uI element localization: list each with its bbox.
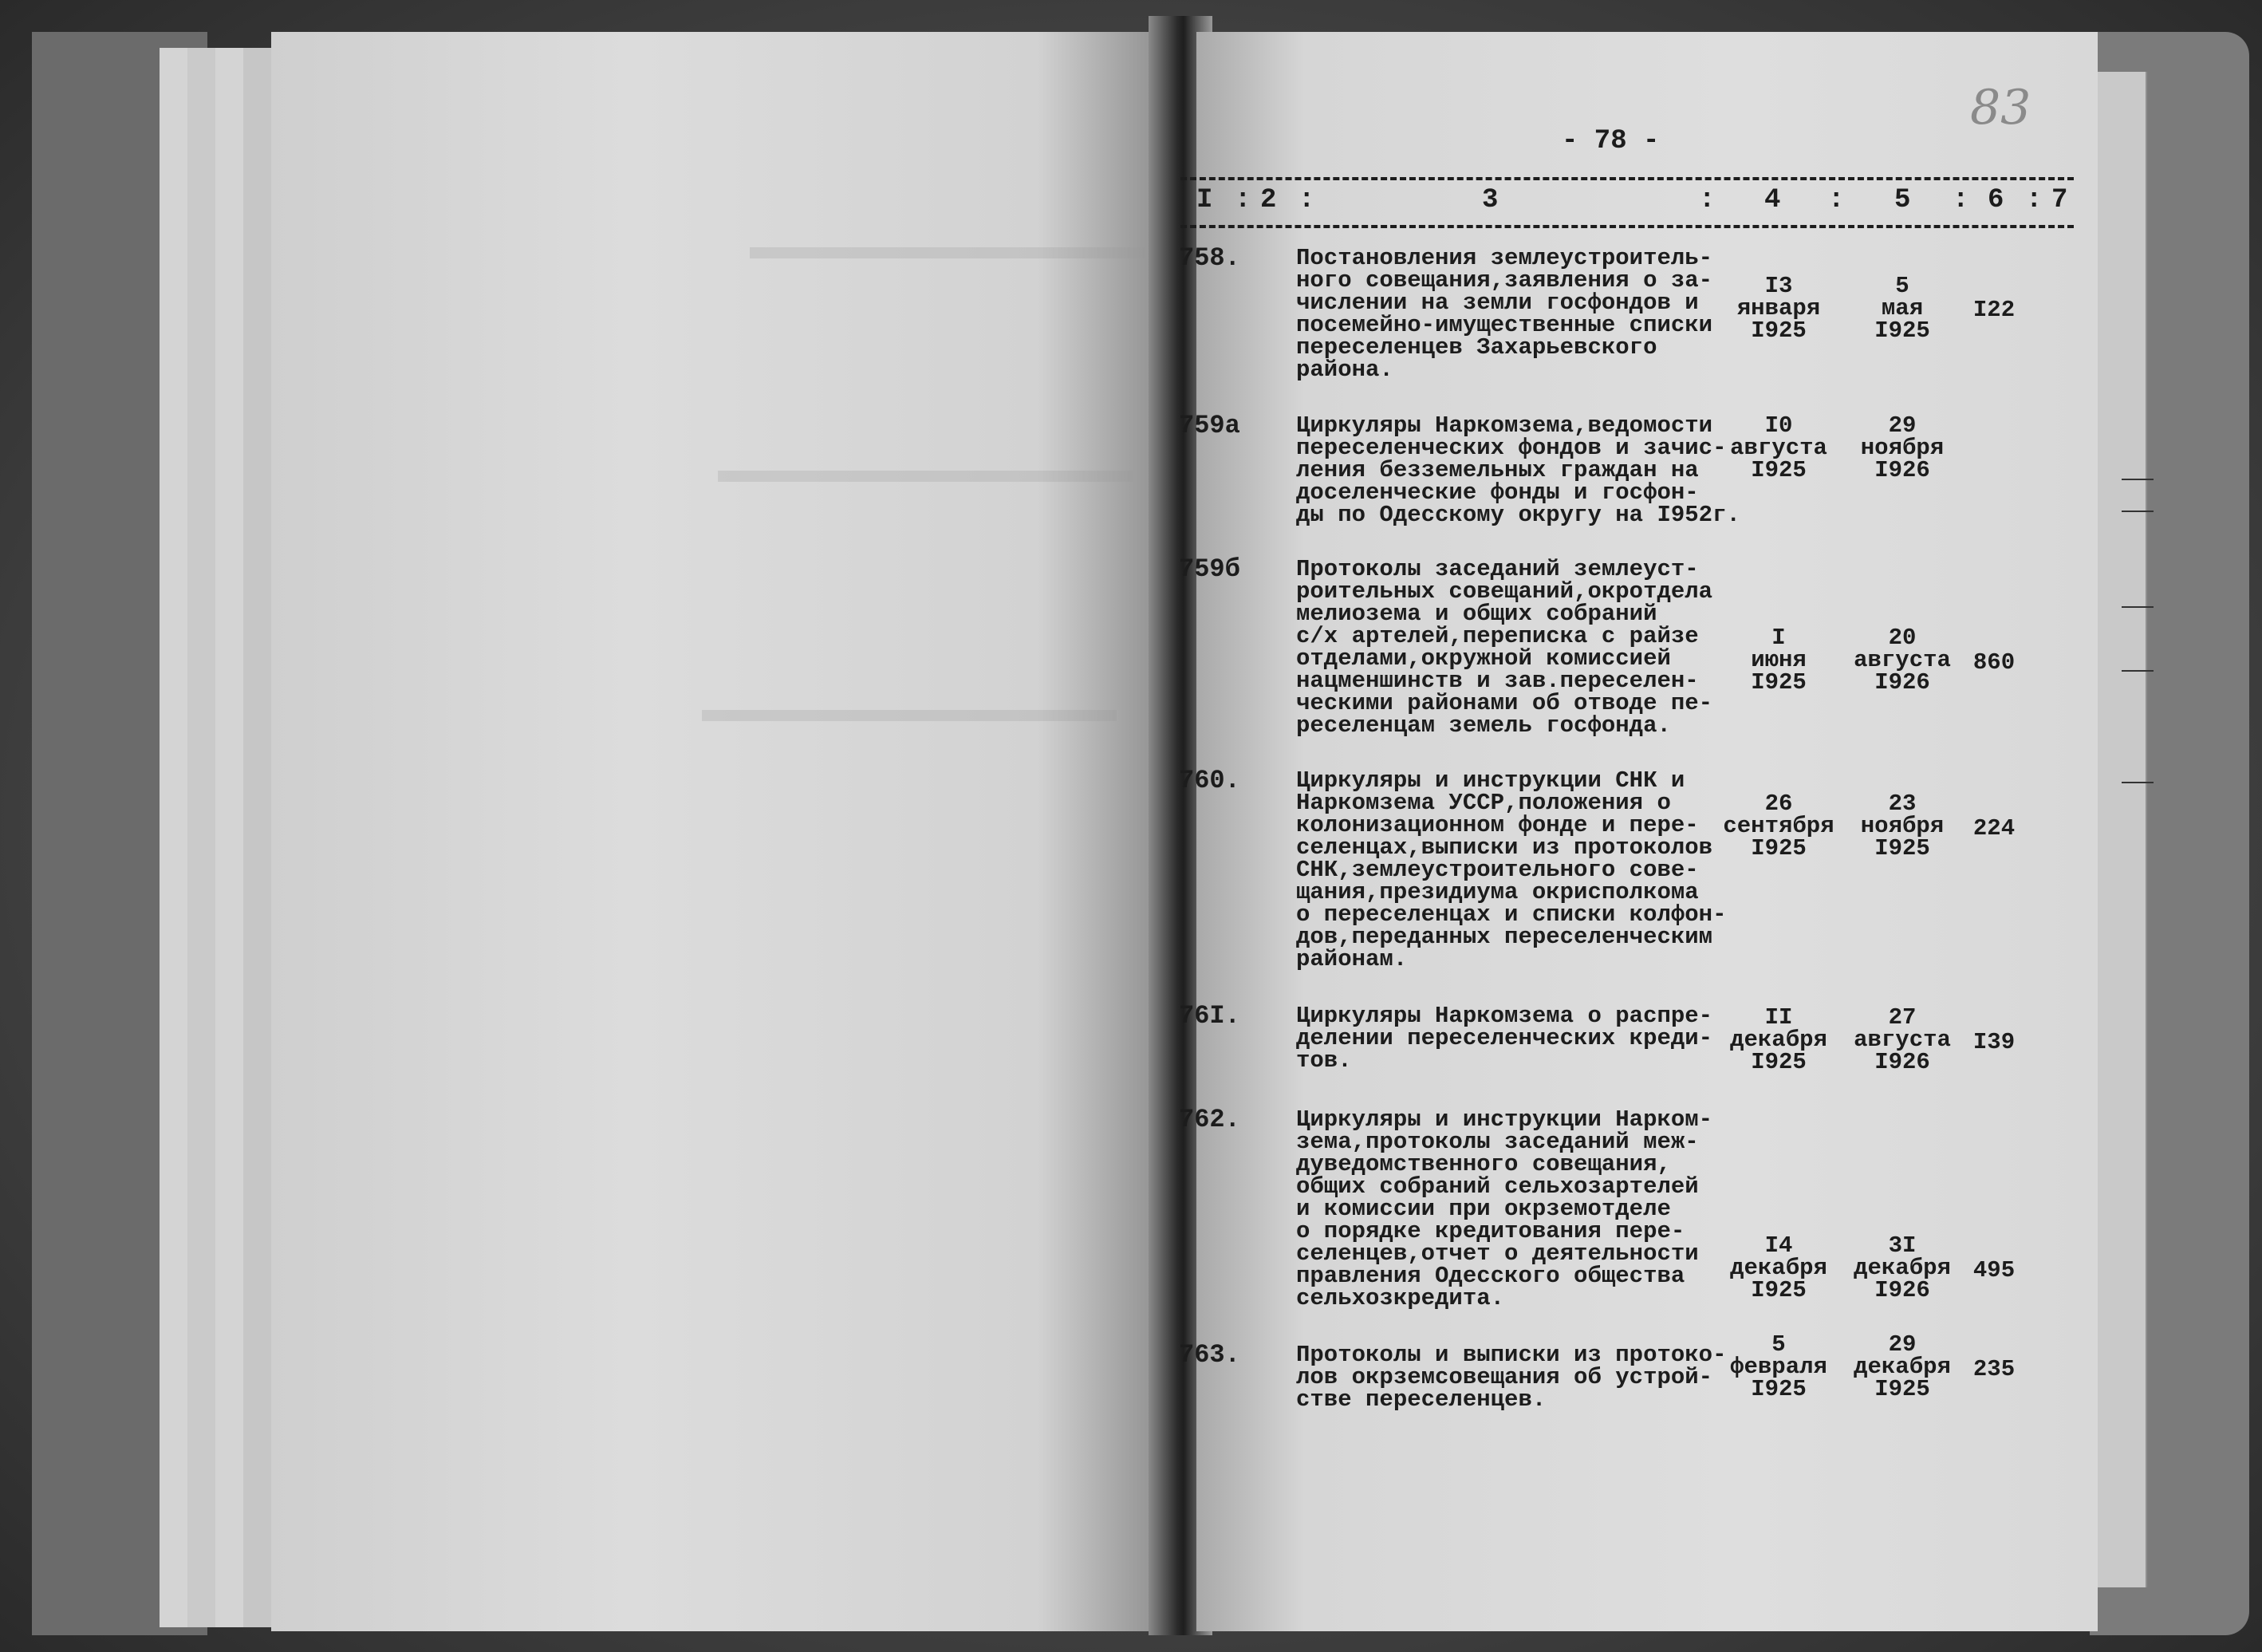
entry-end-date: 23 ноября I925 <box>1860 791 1945 861</box>
col-header-sep: : <box>1235 185 1251 215</box>
entry-description: Циркуляры и инструкции Нарком- зема,протоколы заседаний меж- дуведомственного совещания, общих собраний сельхозартелей и комиссии при окрземотделе о порядке кредитования пере- селенцев,отчет о деятельности правления Одесского общества сельхозкредита. <box>1296 1106 1713 1311</box>
header-rule-top <box>1180 177 2074 180</box>
entry-sheet-count: 495 <box>1972 1257 2016 1283</box>
entry-end-date: 29 декабря I925 <box>1854 1331 1951 1402</box>
header-rule-bottom <box>1180 225 2074 228</box>
col-header-6: 6 <box>1988 185 2004 215</box>
left-blank-page <box>271 32 1172 1631</box>
folio-number: 83 <box>1970 80 2031 136</box>
margin-tick <box>2122 479 2154 480</box>
entry-number: 760. <box>1179 766 1240 795</box>
margin-tick <box>2122 782 2154 783</box>
entry-description: Постановления землеустроитель- ного совещания,заявления о за- числении на земли госфондов и посемейно-имущественные списки переселенцев Захарьевского района. <box>1296 245 1713 383</box>
entry-sheet-count: 224 <box>1972 815 2016 842</box>
entry-end-date: 3I декабря I926 <box>1854 1232 1951 1303</box>
entry-sheet-count: I39 <box>1972 1029 2016 1055</box>
entry-description: Протоколы заседаний землеуст- роительных совещаний,окротдела мелиозема и общих собраний с/х артелей,переписка с райзе отделами,окружной комиссией нацменшинств и зав.переселен- ческими районами об отводе пе- реселенцам земель госфонда. <box>1296 556 1713 739</box>
bleed-through-mark <box>750 247 1164 258</box>
entry-sheet-count: 860 <box>1972 649 2016 676</box>
entry-sheet-count: 235 <box>1972 1356 2016 1382</box>
entry-start-date: I июня I925 <box>1751 625 1807 696</box>
margin-tick <box>2122 511 2154 512</box>
entry-number: 759а <box>1179 411 1240 440</box>
bleed-through-mark <box>718 471 1133 482</box>
entry-start-date: 26 сентября I925 <box>1723 791 1834 861</box>
entry-number: 759б <box>1179 554 1240 584</box>
col-header-sep: : <box>1953 185 1969 215</box>
col-header-1: I <box>1196 185 1213 215</box>
entry-start-date: 5 февраля I925 <box>1730 1331 1827 1402</box>
entry-end-date: 20 августа I926 <box>1854 625 1951 696</box>
bleed-through-mark <box>702 710 1117 721</box>
page-number: - 78 - <box>1562 126 1660 156</box>
col-header-4: 4 <box>1764 185 1781 215</box>
entry-number: 76I. <box>1179 1001 1240 1031</box>
col-header-2: 2 <box>1260 185 1277 215</box>
entry-end-date: 29 ноября I926 <box>1860 412 1945 483</box>
page-tab-strip <box>2098 72 2147 1587</box>
col-header-sep: : <box>1828 185 1845 215</box>
entry-sheet-count: I22 <box>1972 297 2016 323</box>
margin-tick <box>2122 670 2154 672</box>
col-header-sep: : <box>1298 185 1315 215</box>
col-header-3: 3 <box>1482 185 1499 215</box>
entry-number: 762. <box>1179 1105 1240 1134</box>
entry-start-date: II декабря I925 <box>1730 1004 1827 1075</box>
entry-start-date: I0 августа I925 <box>1730 412 1827 483</box>
entry-end-date: 5 мая I925 <box>1874 273 1930 344</box>
entry-description: Циркуляры Наркомзема,ведомости переселенческих фондов и зачис- ления безземельных граждан на доселенческие фонды и госфон- ды по Одесскому округу на I952г. <box>1296 412 1740 528</box>
col-header-sep: : <box>1699 185 1716 215</box>
entry-number: 758. <box>1179 243 1240 273</box>
col-header-5: 5 <box>1894 185 1911 215</box>
margin-tick <box>2122 606 2154 608</box>
entry-start-date: I4 декабря I925 <box>1730 1232 1827 1303</box>
entry-end-date: 27 августа I926 <box>1854 1004 1951 1075</box>
entry-start-date: I3 января I925 <box>1736 273 1821 344</box>
entry-number: 763. <box>1179 1340 1240 1370</box>
entry-description: Протоколы и выписки из протоко- лов окрземсовещания об устрой- стве переселенцев. <box>1296 1342 1727 1413</box>
entry-description: Циркуляры Наркомзема о распре- делении переселенческих креди- тов. <box>1296 1003 1713 1074</box>
col-header-7: 7 <box>2051 185 2068 215</box>
col-header-sep: : <box>2026 185 2043 215</box>
entry-description: Циркуляры и инструкции СНК и Наркомзема УССР,положения о колонизационном фонде и пере- селенцах,выписки из протоколов СНК,землеустроительного сове- щания,президиума окрисполкома о переселенцах и списки колфон- дов,переданных переселенческим районам. <box>1296 767 1727 972</box>
